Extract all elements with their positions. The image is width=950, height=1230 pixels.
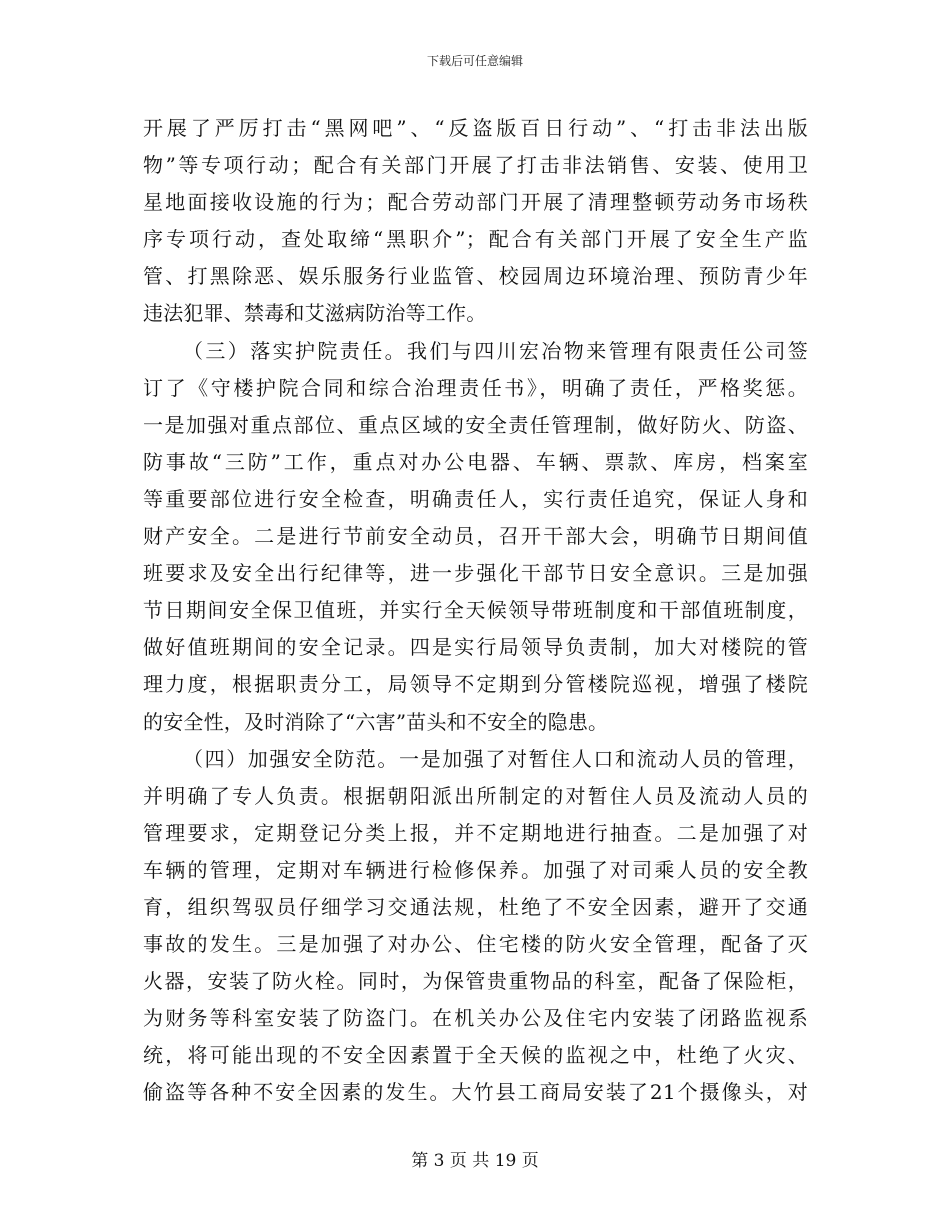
text-line: 序专项行动，查处取缔“黑职介”；配合有关部门开展了安全生产监 xyxy=(143,227,808,252)
text-line: 的安全性，及时消除了“六害”苗头和不安全的隐患。 xyxy=(143,709,609,734)
document-body xyxy=(143,110,808,1112)
paragraph-heading-line: （三）落实护院责任。我们与四川宏冶物来管理有限责任公司签 xyxy=(183,338,808,363)
text-line: 班要求及安全出行纪律等，进一步强化干部节日安全意识。三是加强 xyxy=(143,561,808,586)
text-line: 火器，安装了防火栓。同时，为保管贵重物品的科室，配备了保险柜， xyxy=(143,969,808,994)
text-line: 统，将可能出现的不安全因素置于全天候的监视之中，杜绝了火灾、 xyxy=(143,1043,808,1068)
text-line: 星地面接收设施的行为；配合劳动部门开展了清理整顿劳动务市场秩 xyxy=(143,190,808,215)
text-line: 做好值班期间的安全记录。四是实行局领导负责制，加大对楼院的管 xyxy=(143,635,808,660)
text-line: 订了《守楼护院合同和综合治理责任书》，明确了责任，严格奖惩。 xyxy=(143,375,808,400)
text-line: 育，组织驾驭员仔细学习交通法规，杜绝了不安全因素，避开了交通 xyxy=(143,894,808,919)
paragraph-heading-line: （四）加强安全防范。一是加强了对暂住人口和流动人员的管理， xyxy=(183,746,808,771)
text-line: 管理要求，定期登记分类上报，并不定期地进行抽查。二是加强了对 xyxy=(143,820,808,845)
text-line: 管、打黑除恶、娱乐服务行业监管、校园周边环境治理、预防青少年 xyxy=(143,264,808,289)
page-header: 下载后可任意编辑 xyxy=(426,54,523,68)
text-line: 一是加强对重点部位、重点区域的安全责任管理制，做好防火、防盗、 xyxy=(143,412,808,437)
text-line: 偷盗等各种不安全因素的发生。大竹县工商局安装了21个摄像头，对 xyxy=(143,1080,808,1105)
text-line: 物”等专项行动；配合有关部门开展了打击非法销售、安装、使用卫 xyxy=(143,153,808,178)
text-line: 理力度，根据职责分工，局领导不定期到分管楼院巡视，增强了楼院 xyxy=(143,672,808,697)
text-line: 节日期间安全保卫值班，并实行全天候领导带班制度和干部值班制度， xyxy=(143,598,808,623)
text-line: 等重要部位进行安全检查，明确责任人，实行责任追究，保证人身和 xyxy=(143,486,808,511)
text-line: 车辆的管理，定期对车辆进行检修保养。加强了对司乘人员的安全教 xyxy=(143,857,808,882)
page-number-footer: 第 3 页 共 19 页 xyxy=(411,1151,539,1171)
text-line: 为财务等科室安装了防盗门。在机关办公及住宅内安装了闭路监视系 xyxy=(143,1006,808,1031)
text-line: 事故的发生。三是加强了对办公、住宅楼的防火安全管理，配备了灭 xyxy=(143,932,808,957)
text-line: 防事故“三防”工作，重点对办公电器、车辆、票款、库房，档案室 xyxy=(143,449,808,474)
text-line: 开展了严厉打击“黑网吧”、“反盗版百日行动”、“打击非法出版 xyxy=(143,116,808,140)
text-line: 违法犯罪、禁毒和艾滋病防治等工作。 xyxy=(143,301,487,326)
text-line: 财产安全。二是进行节前安全动员，召开干部大会，明确节日期间值 xyxy=(143,524,808,549)
text-line: 并明确了专人负责。根据朝阳派出所制定的对暂住人员及流动人员的 xyxy=(143,783,808,808)
